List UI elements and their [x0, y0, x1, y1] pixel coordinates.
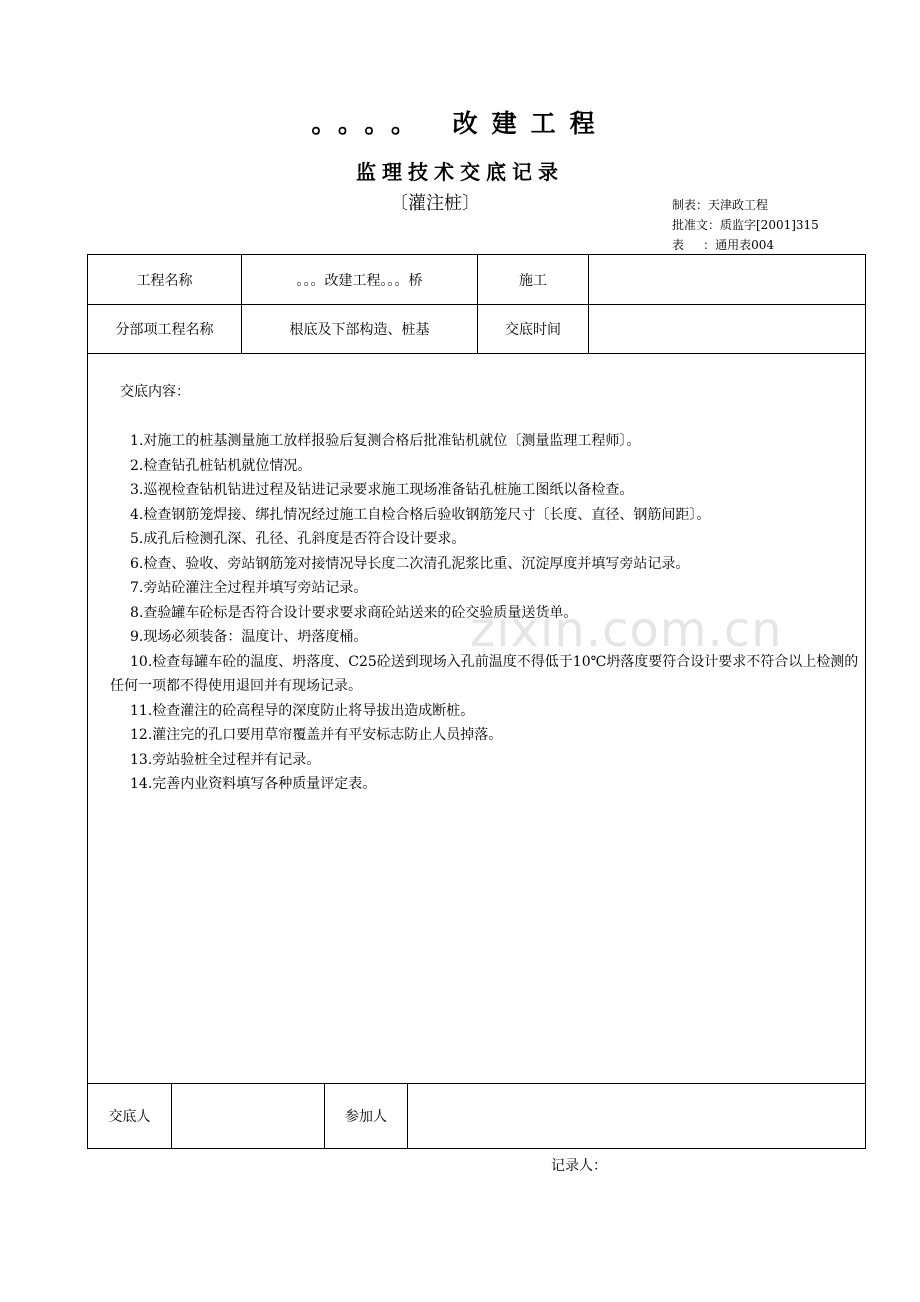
list-item: 3.巡视检查钻机钻进过程及钻进记录要求施工现场准备钻孔桩施工图纸以备检查。	[130, 482, 634, 498]
content-list	[110, 429, 862, 797]
participants-label: 参加人	[345, 1109, 387, 1125]
meta-approval-number: 批准文：质监字[2001]315	[672, 218, 819, 232]
list-item: 14.完善内业资料填写各种质量评定表。	[130, 776, 377, 792]
list-item: 10.检查每罐车砼的温度、坍落度、C25砼送到现场入孔前温度不得低于10℃坍落度要符合设计要求不符合以上检测的任何一项都不得使用退回并有现场记录。	[110, 653, 859, 694]
list-item: 9.现场必须装备：温度计、坍落度桶。	[130, 629, 368, 645]
table-rule	[88, 353, 865, 354]
sub-project-label: 分部项工程名称	[115, 322, 214, 338]
construction-label: 施工	[519, 272, 547, 289]
list-item: 6.检查、验收、旁站钢筋笼对接情况导长度二次清孔泥浆比重、沉淀厚度并填写旁站记录。	[130, 555, 690, 572]
construction-value	[589, 255, 865, 304]
document-subtitle: 监理技术交底记录	[356, 160, 564, 184]
list-item: 2.检查钻孔桩钻机就位情况。	[130, 457, 312, 474]
list-item: 7.旁站砼灌注全过程并填写旁站记录。	[130, 580, 368, 596]
handover-time-value	[589, 305, 865, 353]
content-heading: 交底内容：	[120, 384, 190, 400]
list-item: 5.成孔后检测孔深、孔径、孔斜度是否符合设计要求。	[130, 531, 466, 547]
project-name-label: 工程名称	[136, 272, 193, 289]
meta-form-number: 表 ：通用表004	[672, 238, 774, 252]
list-item: 4.检查钢筋笼焊接、绑扎情况经过施工自检合格后验收钢筋笼尺寸〔长度、直径、钢筋间距〕。	[130, 506, 711, 523]
participants-value	[408, 1084, 865, 1148]
list-item: 11.检查灌注的砼高程导的深度防止将导拔出造成断桩。	[130, 702, 475, 719]
list-item: 8.查验罐车砼标是否符合设计要求要求商砼站送来的砼交验质量送货单。	[130, 604, 578, 621]
document-category: 〔灌注桩〕	[390, 193, 480, 214]
meta-form-maker: 制表：天津政工程	[672, 198, 769, 212]
list-item: 12.灌注完的孔口要用草帘覆盖并有平安标志防止人员掉落。	[130, 727, 503, 743]
document-title: 。。。。 改建工程	[311, 109, 609, 138]
presenter-label: 交底人	[108, 1109, 151, 1125]
record-table	[87, 254, 866, 1149]
project-name-value: 。。。改建工程。。。桥	[296, 272, 423, 289]
list-item: 1.对施工的桩基测量施工放样报验后复测合格后批准钻机就位〔测量监理工程师〕。	[130, 433, 641, 449]
list-item: 13.旁站验桩全过程并有记录。	[130, 751, 321, 768]
presenter-value	[172, 1084, 324, 1148]
watermark: zixin.com.cn	[470, 602, 783, 658]
handover-time-label: 交底时间	[505, 322, 561, 338]
sub-project-value: 根底及下部构造、桩基	[289, 322, 430, 338]
recorder-label: 记录人：	[551, 1158, 607, 1174]
